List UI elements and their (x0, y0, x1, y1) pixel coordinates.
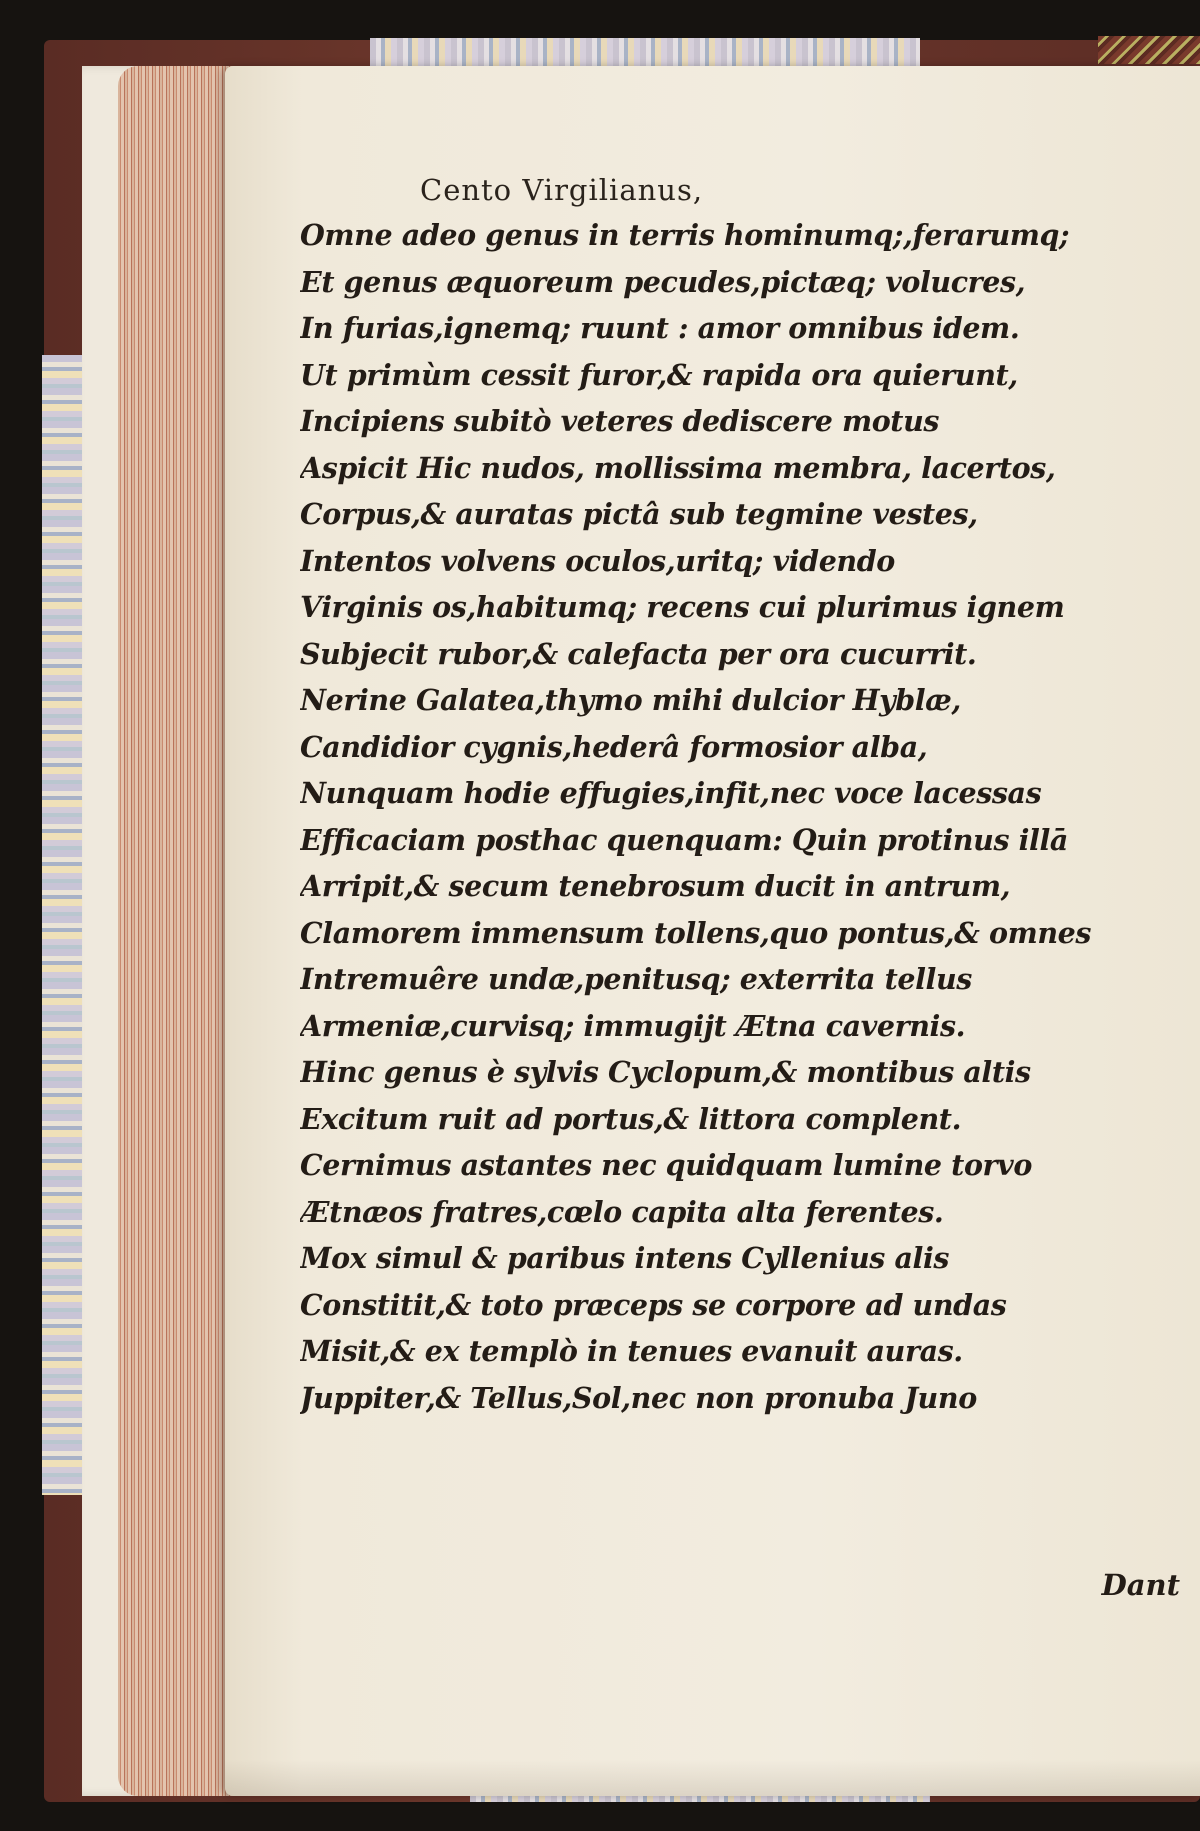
marbled-endpaper-top (370, 38, 920, 68)
verse-line: Incipiens subitò veteres dediscere motus (300, 404, 940, 438)
headband (1098, 36, 1200, 64)
verse-line: Candidior cygnis,hederâ formosior alba, (300, 729, 928, 764)
verse-line: Efficaciam posthac quenquam: Quin protinus illā (300, 822, 1068, 857)
verse-line: Hinc genus è sylvis Cyclopum,& montibus altis (300, 1055, 1031, 1089)
catchword: Dant (1101, 1568, 1180, 1602)
verse-line: Intentos volvens oculos,uritq; videndo (300, 543, 895, 578)
verse-line: Juppiter,& Tellus,Sol,nec non pronuba Juno (300, 1380, 977, 1415)
verse-line: Excitum ruit ad portus,& littora complent. (300, 1101, 962, 1136)
verse-line: Misit,& ex templò in tenues evanuit auras. (300, 1334, 963, 1368)
verse-line: Nunquam hodie effugies,infit,nec voce lacessas (300, 776, 1042, 810)
verse-line: Clamorem immensum tollens,quo pontus,& omnes (300, 915, 1092, 950)
running-head: Cento Virgilianus, (420, 173, 704, 207)
verse-line: Intremuêre undæ,penitusq; exterrita tellus (300, 962, 972, 996)
page-foot-shadow (225, 1760, 1200, 1796)
verse-line: Arripit,& secum tenebrosum ducit in antrum, (300, 869, 1011, 903)
verse-line: Virginis os,habitumq; recens cui plurimus ignem (300, 590, 1065, 624)
verse-line: Ut primùm cessit furor,& rapida ora quierunt, (300, 357, 1018, 392)
verse-line: Constitit,& toto præceps se corpore ad undas (300, 1287, 1007, 1322)
verse-line: Mox simul & paribus intens Cyllenius alis (300, 1241, 950, 1275)
verse-line: Et genus æquoreum pecudes,pictæq; volucres, (300, 264, 1026, 299)
verse-line: In furias,ignemq; ruunt : amor omnibus idem. (300, 311, 1020, 345)
marbled-endpaper-left (42, 355, 82, 1495)
verse-line: Corpus,& auratas pictâ sub tegmine vestes, (300, 497, 978, 531)
verse-line: Aspicit Hic nudos, mollissima membra, lacertos, (300, 450, 1056, 485)
verse-line: Armeniæ,curvisq; immugijt Ætna cavernis. (300, 1008, 966, 1043)
verse-line: Subjecit rubor,& calefacta per ora cucurrit. (300, 636, 977, 671)
verse-line: Cernimus astantes nec quidquam lumine torvo (300, 1148, 1032, 1182)
verse-line: Nerine Galatea,thymo mihi dulcior Hyblæ, (300, 683, 961, 717)
verse-block (300, 212, 1180, 1421)
verse-line: Omne adeo genus in terris hominumq;,ferarumq; (300, 218, 1070, 252)
verse-line: Ætnæos fratres,cœlo capita alta ferentes. (300, 1194, 944, 1229)
